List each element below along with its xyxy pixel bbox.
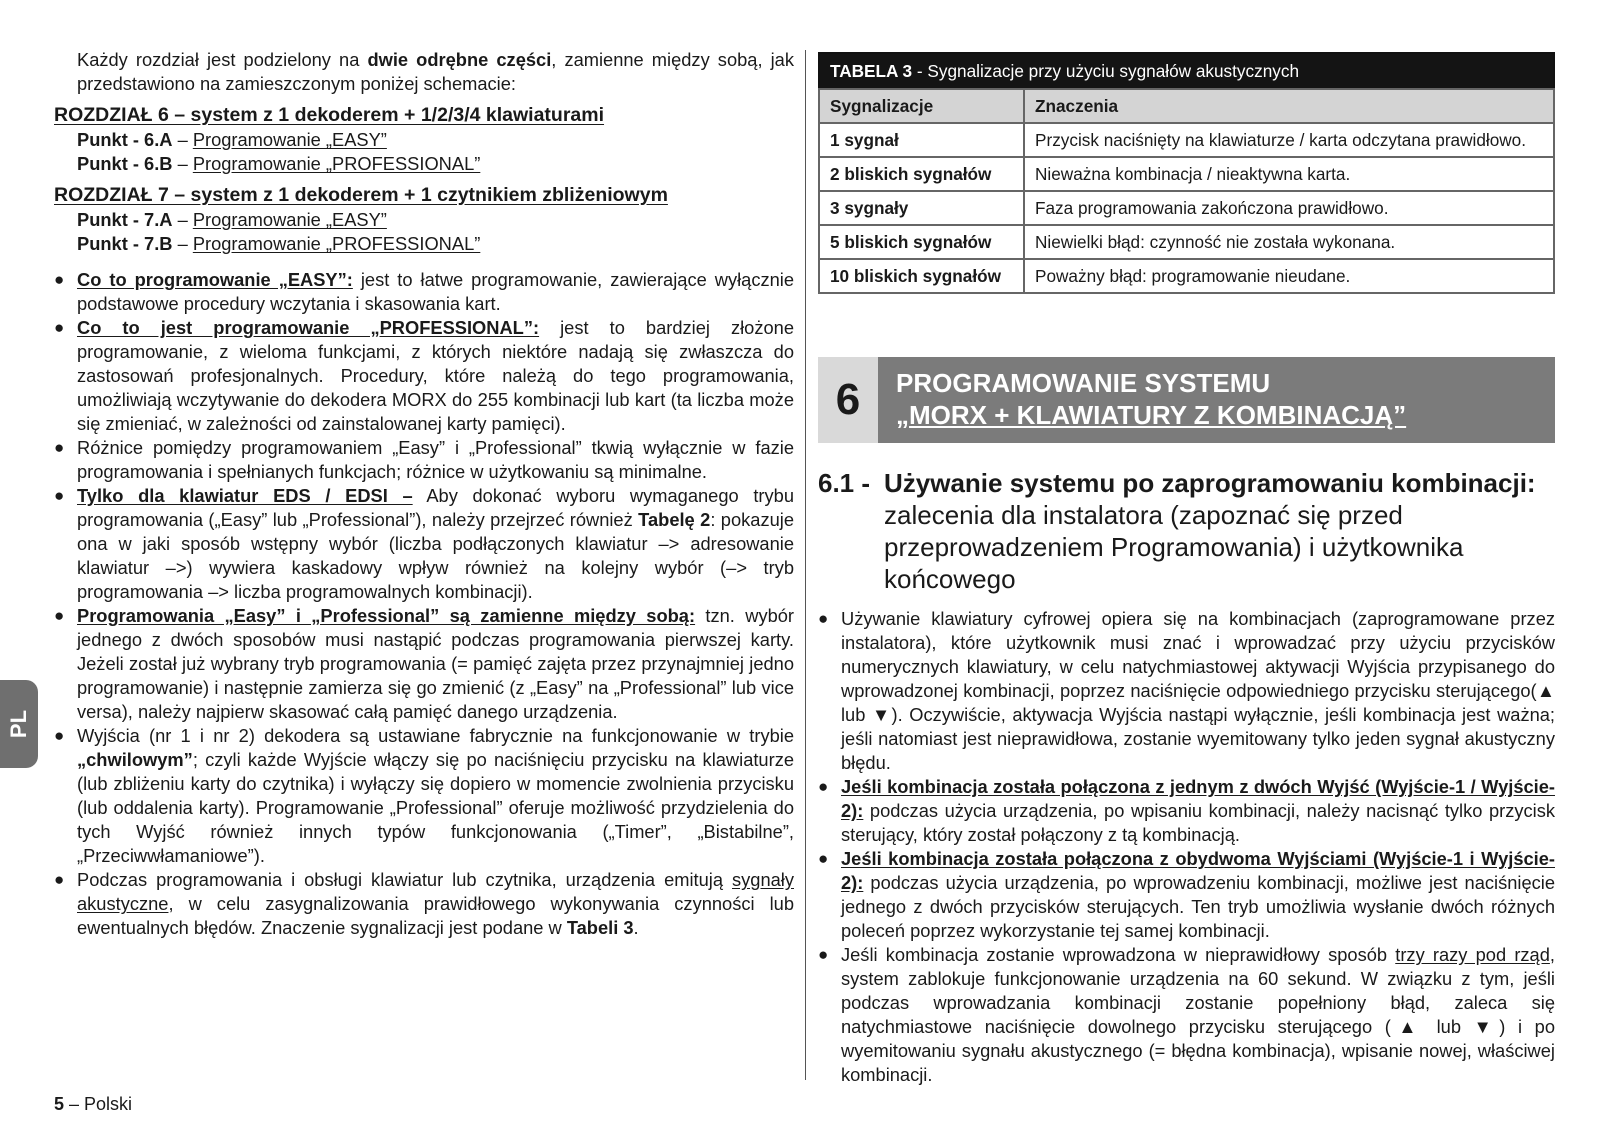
chapter-7-heading: ROZDZIAŁ 7 – system z 1 dekoderem + 1 czytnikiem zbliżeniowym	[54, 184, 668, 206]
table-row: 3 sygnały Faza programowania zakończona prawidłowo.	[819, 191, 1554, 225]
bullet-interchangeable: ● Programowania „Easy” i „Professional” są zamienne między sobą: tzn. wybór jednego z dwóch sposobów musi nastąpić podczas programowania pierwszej karty. Jeżeli został już wybrany tryb programowania (= pamięć zajęta przez przynajmniej jedno programowanie) i następnie zamierza się go zmienić (z „Easy” na „Professional” lub vice versa), należy najpierw skasować całą pamięć danego urządzenia.	[54, 604, 794, 724]
bullet-professional: ● Co to jest programowanie „PROFESSIONAL”: jest to bardziej złożone programowanie, z wieloma funkcjami, z których niektóre nadają się zwłaszcza do zastosowań profesjonalnych. Procedury, które należą do tego programowania, umożliwiają wczytywanie do dekodera MORX do 255 kombinacji lub kart (ta liczba może się zmieniać, w zależności od zainstalowanej karty pamięci).	[54, 316, 794, 436]
table-header-row	[819, 89, 1554, 123]
table-header-signal: Sygnalizacje	[819, 89, 1024, 123]
bullet-lockout: ● Jeśli kombinacja zostanie wprowadzona w nieprawidłowy sposób trzy razy pod rząd, system zablokuje funkcjonowanie urządzenia na 60 sekund. W związku z tym, jeśli podczas wprowadzania kombinacji zostanie popełniony błąd, zaleca się natychmiastowe naciśnięcie dowolnego przycisku sterującego (▲ lub ▼) i po wyemitowaniu sygnału akustycznego (= błędna kombinacja), wpisanie nowej, właściwej kombinacji.	[818, 943, 1555, 1087]
table-title: TABELA 3 - Sygnalizacje przy użyciu sygnałów akustycznych	[819, 53, 1554, 89]
point-7a: Punkt - 7.A – Programowanie „EASY”	[77, 209, 387, 230]
chapter-7	[54, 182, 794, 256]
right-column	[818, 52, 1555, 1087]
table-row: 2 bliskich sygnałów Nieważna kombinacja / nieaktywna karta.	[819, 157, 1554, 191]
language-tab-label: PL	[6, 709, 31, 739]
point-6a: Punkt - 6.A – Programowanie „EASY”	[77, 129, 387, 150]
chapter-6	[54, 102, 794, 176]
bullet-eds: ● Tylko dla klawiatur EDS / EDSI – Aby dokonać wyboru wymaganego trybu programowania („Easy” lub „Professional”), należy przejrzeć również Tabelę 2: pokazuje ona w jaki sposób wstępny wybór (liczba podłączonych klawiatur –> adresowanie klawiatur –>) wywiera kaskadowy wpływ również na kolejny wybór (–> tryb programowania –> liczba programowalnych kombinacji).	[54, 484, 794, 604]
section-6-header	[818, 357, 1555, 443]
table-row: 5 bliskich sygnałów Niewielki błąd: czynność nie została wykonana.	[819, 225, 1554, 259]
bullet-easy: ● Co to programowanie „EASY”: jest to łatwe programowanie, zawierające wyłącznie podstawowe procedury wczytania i skasowania kart.	[54, 268, 794, 316]
left-column	[54, 48, 794, 940]
table-row: 1 sygnał Przycisk naciśnięty na klawiaturze / karta odczytana prawidłowo.	[819, 123, 1554, 157]
table-row: 10 bliskich sygnałów Poważny błąd: programowanie nieudane.	[819, 259, 1554, 293]
bullet-both-outputs: ● Jeśli kombinacja została połączona z obydwoma Wyjściami (Wyjście-1 i Wyjście-2): podczas użycia urządzenia, po wprowadzeniu kombinacji, możliwe jest naciśnięcie jednego z dwóch przycisków sterujących. Ten tryb umożliwia wysłanie dwóch różnych poleceń poprzez wykorzystanie tej samej kombinacji.	[818, 847, 1555, 943]
page-footer: 5 – Polski	[54, 1094, 133, 1114]
point-7b: Punkt - 7.B – Programowanie „PROFESSIONAL”	[77, 233, 481, 254]
section-title: PROGRAMOWANIE SYSTEMU „MORX + KLAWIATURY Z KOMBINACJĄ”	[878, 357, 1555, 443]
point-6b: Punkt - 6.B – Programowanie „PROFESSIONAL”	[77, 153, 481, 174]
chapter-6-heading: ROZDZIAŁ 6 – system z 1 dekoderem + 1/2/3/4 klawiaturami	[54, 104, 605, 126]
section-number: 6	[818, 357, 878, 443]
bullet-outputs: ● Wyjścia (nr 1 i nr 2) dekodera są ustawiane fabrycznie na funkcjonowanie w trybie „chwilowym”; czyli każde Wyjście włączy się po naciśnięciu przycisku na klawiaturze (lub zbliżeniu karty do czytnika) i wyłączy się dopiero w momencie zwolnienia przycisku (lub oddalenia karty). Programowanie „Professional” oferuje możliwość przydzielenia do tych Wyjść również innych typów funkcjonowania („Timer”, „Bistabilne”, „Przeciwwłamaniowe”).	[54, 724, 794, 868]
column-divider	[805, 50, 806, 1080]
language-tab	[0, 680, 38, 768]
signals-table	[818, 52, 1555, 294]
table-header-meaning: Znaczenia	[1024, 89, 1554, 123]
intro-paragraph: Każdy rozdział jest podzielony na dwie odrębne części, zamienne między sobą, jak przedstawiono na zamieszczonym poniżej schemacie:	[77, 49, 794, 94]
bullet-one-output: ● Jeśli kombinacja została połączona z jednym z dwóch Wyjść (Wyjście-1 / Wyjście-2): podczas użycia urządzenia, po wpisaniu kombinacji, należy nacisnąć tylko przycisk sterujący, który został połączony z tą kombinacją.	[818, 775, 1555, 847]
bullet-signals: ● Podczas programowania i obsługi klawiatur lub czytnika, urządzenia emitują sygnały akustyczne, w celu zasygnalizowania prawidłowego wykonywania czynności lub ewentualnych błędów. Znaczenie sygnalizacji jest podane w Tabeli 3.	[54, 868, 794, 940]
bullet-keyboard-usage: ● Używanie klawiatury cyfrowej opiera się na kombinacjach (zaprogramowane przez instalatora), które użytkownik musi znać i wprowadzać przy użyciu przycisków numerycznych klawiatury, w celu natychmiastowej aktywacji Wyjścia przypisanego do wprowadzonej kombinacji, poprzez naciśnięcie odpowiedniego przycisku sterującego(▲ lub ▼). Oczywiście, aktywacja Wyjścia nastąpi wyłącznie, jeśli kombinacja jest ważna; jeśli natomiast jest nieprawidłowa, zostanie wyemitowany tylko jeden sygnał akustyczny błędu.	[818, 607, 1555, 775]
subsection-6-1-heading: 6.1 - Używanie systemu po zaprogramowaniu kombinacji: zalecenia dla instalatora (zapoznać się przed przeprowadzeniem Programowania) i użytkownika końcowego	[818, 468, 1536, 594]
bullet-differences: ● Różnice pomiędzy programowaniem „Easy” i „Professional” tkwią wyłącznie w fazie programowania i spełnianych funkcjach; różnice w użytkowaniu są minimalne.	[54, 436, 794, 484]
